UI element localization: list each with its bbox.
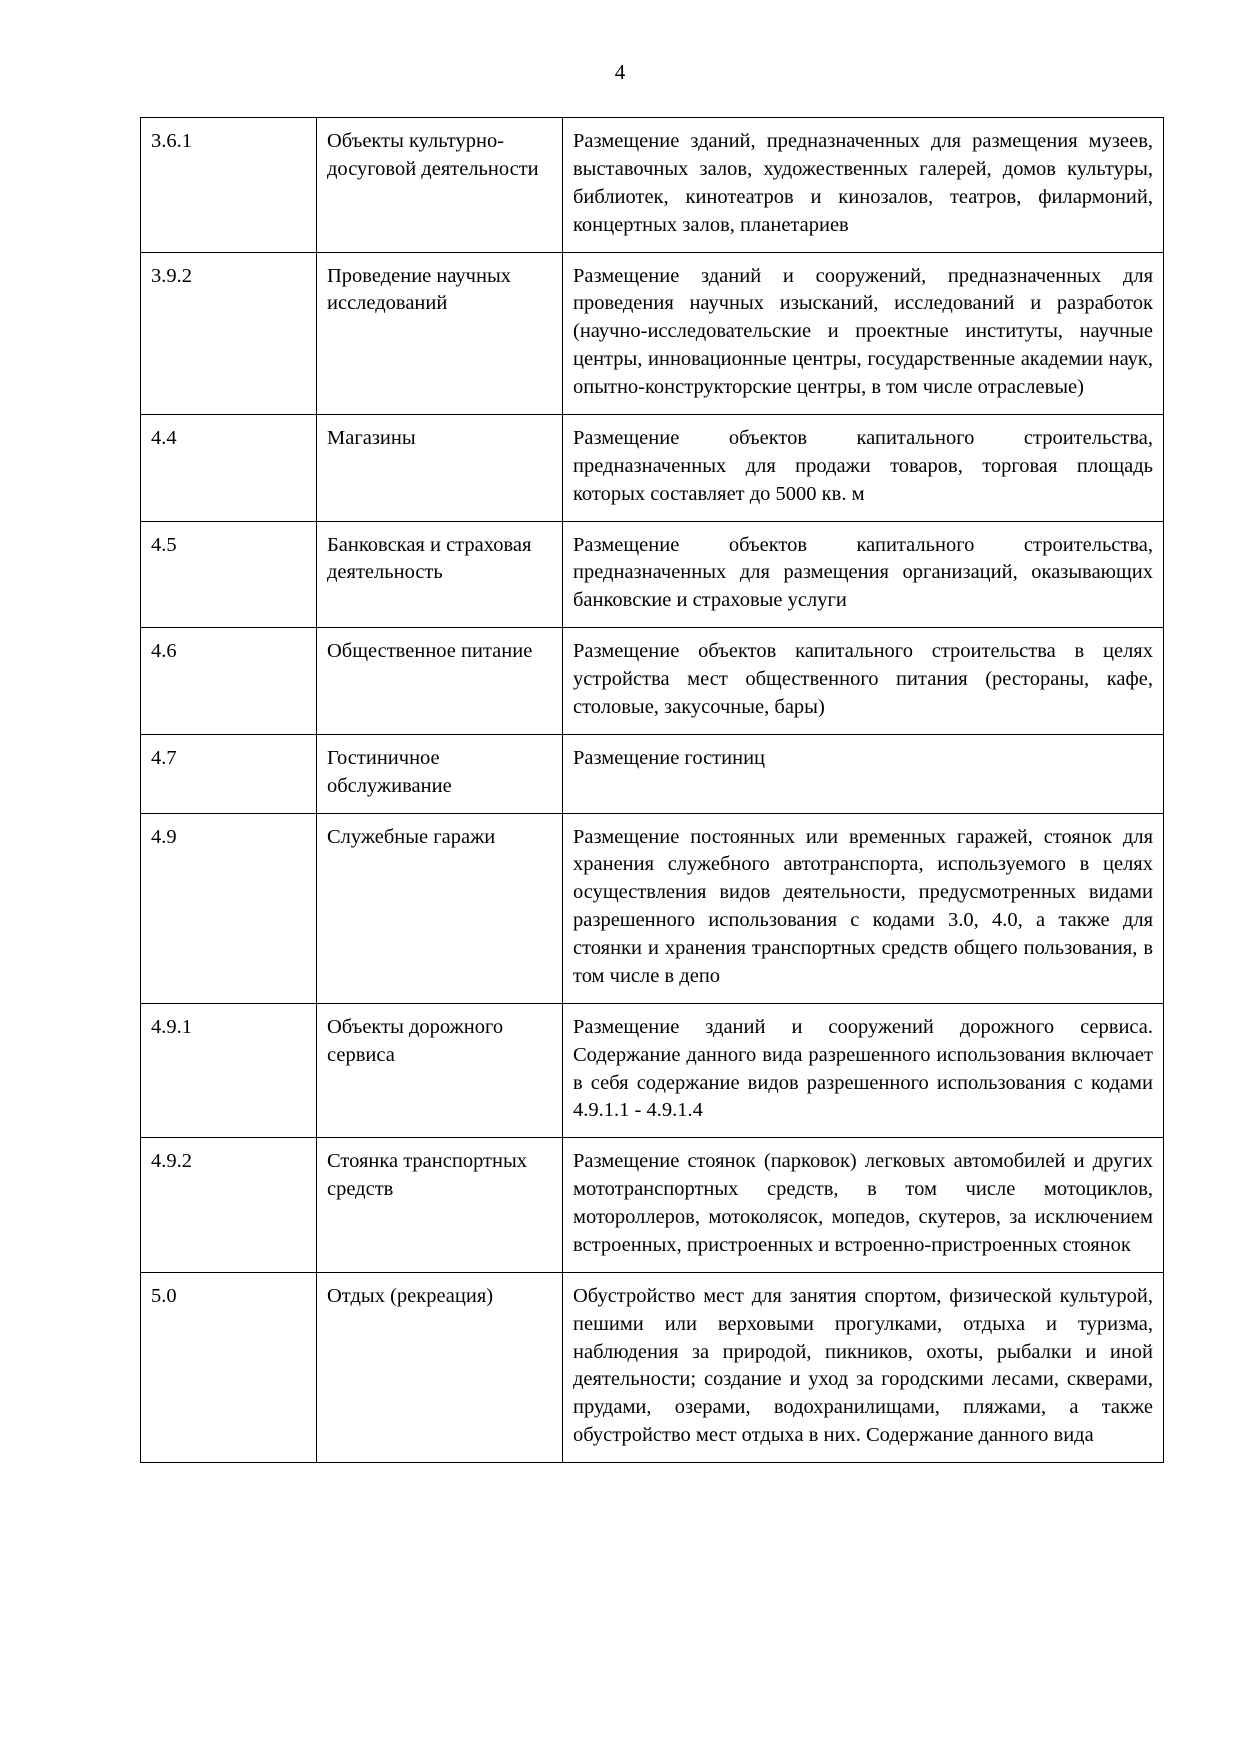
cell-description: Размещение зданий, предназначенных для размещения музеев, выставочных залов, художественных галерей, домов культуры, библиотек, кинотеатров и кинозалов, театров, филармоний, концертных залов, планетариев [563,118,1164,253]
classifier-table-wrap [140,117,1153,1463]
cell-description: Размещение объектов капитального строительства, предназначенных для размещения организаций, оказывающих банковские и страховые услуги [563,521,1164,628]
cell-description: Обустройство мест для занятия спортом, физической культурой, пешими или верховыми прогулками, отдыха и туризма, наблюдения за природой, пикников, охоты, рыбалки и иной деятельности; создание и уход за городскими лесами, скверами, прудами, озерами, водохранилищами, пляжами, а также обустройство мест отдыха в них. Содержание данного вида [563,1272,1164,1462]
cell-name: Банковская и страховая деятельность [317,521,563,628]
cell-name: Объекты культурно-досуговой деятельности [317,118,563,253]
table-row [141,414,1164,521]
cell-code: 4.9.1 [141,1003,317,1138]
cell-description: Размещение зданий и сооружений дорожного сервиса. Содержание данного вида разрешенного использования включает в себя содержание видов разрешенного использования с кодами 4.9.1.1 - 4.9.1.4 [563,1003,1164,1138]
table-row [141,813,1164,1003]
table-row [141,252,1164,414]
cell-description: Размещение зданий и сооружений, предназначенных для проведения научных изысканий, исследований и разработок (научно-исследовательские и проектные институты, научные центры, инновационные центры, государственные академии наук, опытно-конструкторские центры, в том числе отраслевые) [563,252,1164,414]
cell-code: 3.9.2 [141,252,317,414]
page-number: 4 [614,60,626,84]
table-row [141,1003,1164,1138]
table-body [141,118,1164,1463]
cell-code: 4.7 [141,734,317,813]
cell-name: Общественное питание [317,628,563,735]
cell-name: Отдых (рекреация) [317,1272,563,1462]
cell-name: Стоянка транспортных средств [317,1138,563,1273]
table-row [141,734,1164,813]
cell-code: 4.9 [141,813,317,1003]
table-row [141,118,1164,253]
cell-name: Гостиничное обслуживание [317,734,563,813]
table-row [141,521,1164,628]
cell-description: Размещение гостиниц [563,734,1164,813]
cell-code: 5.0 [141,1272,317,1462]
cell-name: Служебные гаражи [317,813,563,1003]
cell-code: 3.6.1 [141,118,317,253]
cell-code: 4.6 [141,628,317,735]
cell-name: Магазины [317,414,563,521]
cell-description: Размещение объектов капитального строительства в целях устройства мест общественного питания (рестораны, кафе, столовые, закусочные, бары) [563,628,1164,735]
classifier-table [140,117,1164,1463]
cell-description: Размещение постоянных или временных гаражей, стоянок для хранения служебного автотранспорта, используемого в целях осуществления видов деятельности, предусмотренных видами разрешенного использования с кодами 3.0, 4.0, а также для стоянки и хранения транспортных средств общего пользования, в том числе в депо [563,813,1164,1003]
cell-code: 4.9.2 [141,1138,317,1273]
cell-description: Размещение стоянок (парковок) легковых автомобилей и других мототранспортных средств, в том числе мотоциклов, мотороллеров, мотоколясок, мопедов, скутеров, за исключением встроенных, пристроенных и встроенно-пристроенных стоянок [563,1138,1164,1273]
table-row [141,1272,1164,1462]
cell-description: Размещение объектов капитального строительства, предназначенных для продажи товаров, торговая площадь которых составляет до 5000 кв. м [563,414,1164,521]
cell-name: Проведение научных исследований [317,252,563,414]
cell-code: 4.4 [141,414,317,521]
table-row [141,1138,1164,1273]
cell-name: Объекты дорожного сервиса [317,1003,563,1138]
table-row [141,628,1164,735]
cell-code: 4.5 [141,521,317,628]
